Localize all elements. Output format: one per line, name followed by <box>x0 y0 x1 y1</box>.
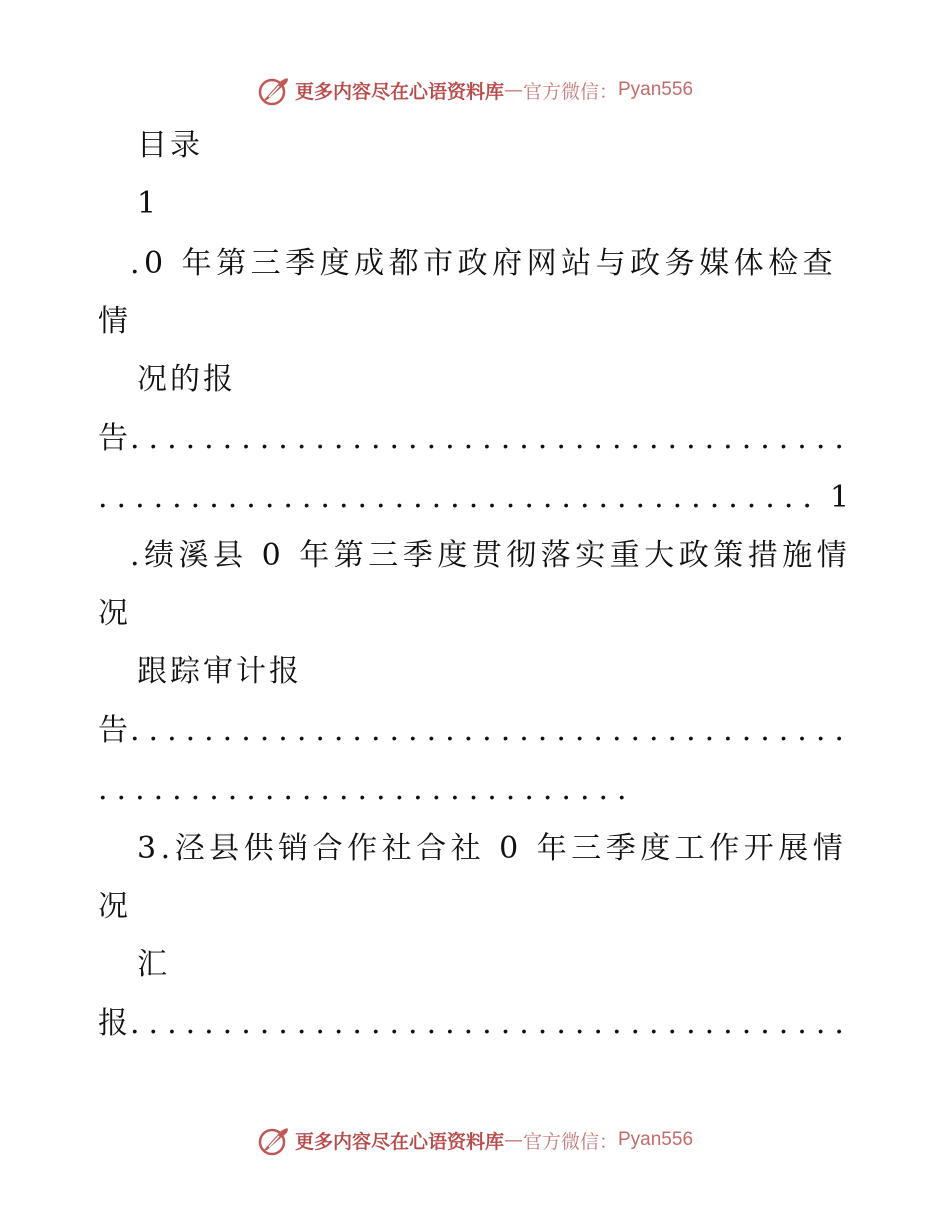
toc-leader-dots: ....................................... <box>130 421 853 456</box>
toc-leader-dots: ....................................... <box>98 480 821 515</box>
toc-line: 告 <box>98 421 131 456</box>
quill-pen-logo <box>257 1123 291 1157</box>
watermark-banner-top <box>0 70 950 110</box>
banner-text-strong: 更多内容尽在心语资料库 <box>294 1130 504 1153</box>
banner-wechat-id: Pyan556 <box>618 79 694 100</box>
toc-line: 3.泾县供销合作社合社 0 年三季度工作开展情 <box>137 831 848 866</box>
toc-line: .绩溪县 0 年第三季度贯彻落实重大政策措施情 <box>130 538 852 573</box>
banner-text-light: 官方微信： <box>522 1130 618 1153</box>
toc-line: 况 <box>98 596 131 631</box>
toc-title: 目录 <box>137 128 203 163</box>
quill-pen-logo <box>257 73 291 107</box>
banner-text-light: 官方微信： <box>522 80 618 103</box>
toc-line: 跟踪审计报 <box>137 654 302 689</box>
toc-page-number: 1 <box>830 480 853 515</box>
banner-separator: — <box>503 1129 523 1151</box>
toc-leader-dots: ............................. <box>98 772 636 807</box>
toc-line: 况 <box>98 889 131 924</box>
toc-leader-dots: ....................................... <box>130 1006 853 1041</box>
watermark-banner-bottom <box>0 1120 950 1160</box>
toc-line: 报 <box>98 1006 131 1041</box>
toc-line: .0 年第三季度成都市政府网站与政务媒体检查 <box>130 246 838 281</box>
toc-line: 况的报 <box>137 362 236 397</box>
toc-line: 情 <box>98 304 131 339</box>
toc-line: 1 <box>137 186 160 221</box>
toc-line: 汇 <box>137 947 170 982</box>
toc-leader-dots: ....................................... <box>130 713 853 748</box>
banner-separator: — <box>503 79 523 101</box>
toc-line: 告 <box>98 713 131 748</box>
banner-wechat-id: Pyan556 <box>618 1129 694 1150</box>
banner-text-strong: 更多内容尽在心语资料库 <box>294 80 504 103</box>
